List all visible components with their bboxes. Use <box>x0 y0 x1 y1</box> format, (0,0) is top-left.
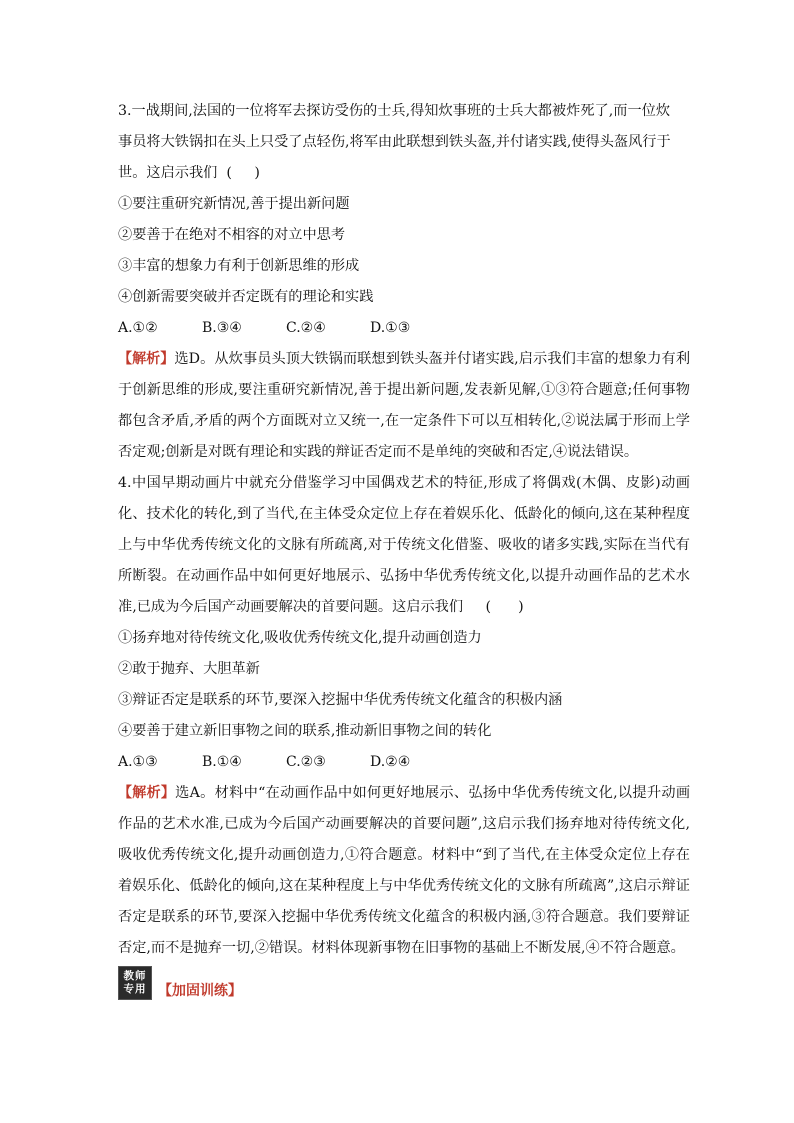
reinforce-section <box>118 966 690 1000</box>
document-page <box>118 96 690 1000</box>
q3-statement-1: ①要注重研究新情况,善于提出新问题 <box>118 196 350 212</box>
q3-stem-line: 事员将大铁锅扣在头上只受了点轻伤,将军由此联想到铁头盔,并付诸实践,使得头盔风行于 <box>118 134 671 150</box>
analysis-tag: 【解析】 <box>118 351 175 367</box>
q3-analysis <box>118 344 690 468</box>
q4-analysis-text: 选A。材料中“在动画作品中如何更好地展示、弘扬中华优秀传统文化,以提升动画作品的艺术水准,已成为今后国产动画要解决的首要问题”,这启示我们扬弃地对待传统文化,吸收优秀传统文化,提升动画创造力,①符合题意。材料中“到了当代,在主体受众定位上存在着娱乐化、低龄化的倾向,这在某种程度上与中华优秀传统文化的文脉有所疏离”,这启示辩证否定是联系的环节,要深入挖掘中华优秀传统文化蕴含的积极内涵,③符合题意。我们要辩证否定,而不是抛弃一切,②错误。材料体现新事物在旧事物的基础上不断发展,④不符合题意。 <box>118 785 691 956</box>
q3-choice-a: A.①② <box>118 320 158 336</box>
badge-line-1: 教师 <box>123 970 147 982</box>
analysis-tag: 【解析】 <box>118 785 176 801</box>
q4-choice-d: D.②④ <box>370 754 411 770</box>
q4-statement-2: ②敢于抛弃、大胆革新 <box>118 661 260 677</box>
q4-statement-4: ④要善于建立新旧事物之间的联系,推动新旧事物之间的转化 <box>118 723 492 739</box>
q3-statement-2: ②要善于在绝对不相容的对立中思考 <box>118 227 346 243</box>
question-4 <box>118 468 690 964</box>
q4-analysis <box>118 778 690 964</box>
q3-statement-4: ④创新需要突破并否定既有的理论和实践 <box>118 289 374 305</box>
reinforce-training-label: 【加固训练】 <box>158 983 242 999</box>
q3-choice-c: C.②④ <box>286 320 326 336</box>
badge-line-2: 专用 <box>123 983 147 995</box>
q3-statement-3: ③丰富的想象力有利于创新思维的形成 <box>118 258 360 274</box>
q4-choice-b: B.①④ <box>202 754 242 770</box>
q3-stem-line: 世。这启示我们 ( ) <box>118 165 260 181</box>
question-3 <box>118 96 690 468</box>
q3-stem-line: 3.一战期间,法国的一位将军去探访受伤的士兵,得知炊事班的士兵大都被炸死了,而一位炊 <box>118 103 671 119</box>
q4-statement-1: ①扬弃地对待传统文化,吸收优秀传统文化,提升动画创造力 <box>118 630 482 646</box>
q4-choice-a: A.①③ <box>118 754 158 770</box>
q3-choice-b: B.③④ <box>202 320 242 336</box>
q4-stem: 4.中国早期动画片中就充分借鉴学习中国偶戏艺术的特征,形成了将偶戏(木偶、皮影)动画化、技术化的转化,到了当代,在主体受众定位上存在着娱乐化、低龄化的倾向,这在某种程度上与中华优秀传统文化的文脉有所疏离,对于传统文化借鉴、吸收的诸多实践,实际在当代有所断裂。在动画作品中如何更好地展示、弘扬中华优秀传统文化,以提升动画作品的艺术水准,已成为今后国产动画要解决的首要问题。这启示我们 ( ) <box>118 475 690 615</box>
q3-analysis-text: 选D。从炊事员头顶大铁锅而联想到铁头盔并付诸实践,启示我们丰富的想象力有利于创新思维的形成,要注重研究新情况,善于提出新问题,发表新见解,①③符合题意;任何事物都包含矛盾,矛盾的两个方面既对立又统一,在一定条件下可以互相转化,②说法属于形而上学否定观;创新是对既有理论和实践的辩证否定而不是单纯的突破和否定,④说法错误。 <box>118 351 691 460</box>
q4-choice-c: C.②③ <box>286 754 326 770</box>
q3-choices <box>118 313 690 344</box>
q4-choices <box>118 747 690 778</box>
teacher-only-badge <box>118 966 152 1000</box>
q4-statement-3: ③辩证否定是联系的环节,要深入挖掘中华优秀传统文化蕴含的积极内涵 <box>118 692 563 708</box>
q3-choice-d: D.①③ <box>370 320 411 336</box>
